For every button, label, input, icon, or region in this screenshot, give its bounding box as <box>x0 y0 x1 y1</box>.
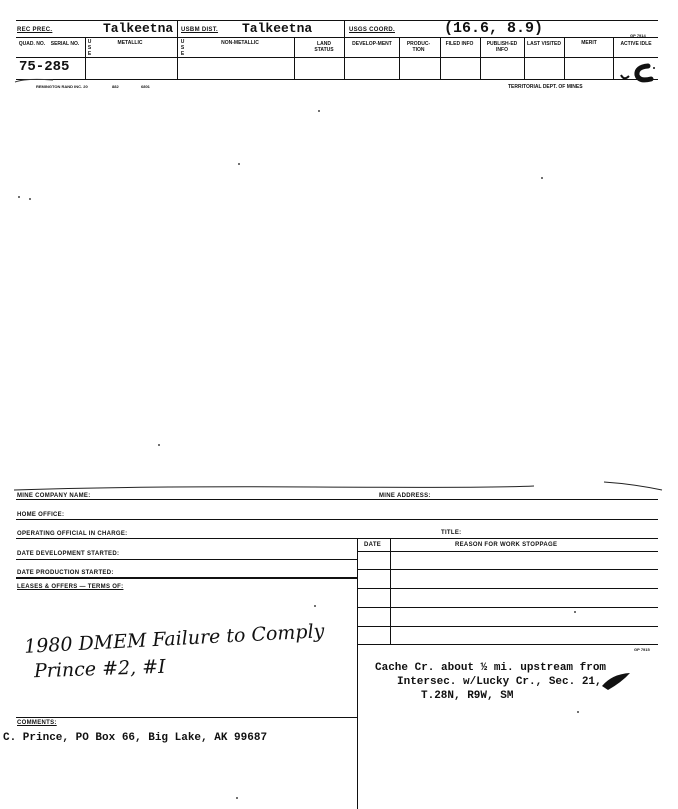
mine-company-name-label: MINE COMPANY NAME: <box>17 493 91 499</box>
divider <box>390 538 391 644</box>
header-merit: MERIT <box>581 40 597 46</box>
scan-speck <box>158 444 160 446</box>
ink-smudge <box>600 670 634 692</box>
rec-prec-label: REC PREC. <box>17 27 53 33</box>
department-name: TERRITORIAL DEPT. OF MINES <box>508 84 583 90</box>
bottom-card <box>0 470 678 809</box>
header-use-2: U S E <box>180 39 185 57</box>
divider <box>16 559 357 560</box>
printer-credit: REMINGTON RAND INC. 20 <box>36 84 88 89</box>
divider <box>358 588 658 589</box>
location-line-2: Intersec. w/Lucky Cr., Sec. 21, <box>397 676 602 688</box>
divider <box>16 499 658 500</box>
divider <box>85 37 86 79</box>
divider <box>358 644 658 645</box>
scan-speck <box>314 605 316 607</box>
divider <box>480 37 481 79</box>
usgs-coord-value: (16.6, 8.9) <box>444 20 544 37</box>
stoppage-reason-header: REASON FOR WORK STOPPAGE <box>455 542 558 548</box>
scan-speck <box>574 611 576 613</box>
comments-label: COMMENTS: <box>17 720 57 726</box>
divider <box>344 20 345 38</box>
divider <box>177 37 178 79</box>
header-active-idle: ACTIVE IDLE <box>620 41 652 47</box>
divider <box>344 37 345 79</box>
divider <box>564 37 565 79</box>
top-card <box>0 0 678 100</box>
divider <box>399 37 400 79</box>
header-last-visited: LAST VISITED <box>527 41 561 47</box>
date-development-started-label: DATE DEVELOPMENT STARTED: <box>17 551 120 557</box>
header-development: DEVELOP-MENT <box>352 41 392 47</box>
handwritten-note-line-2: Prince #2, #I <box>33 655 166 683</box>
divider <box>358 607 658 608</box>
header-production: PRODUC-TION <box>406 41 431 53</box>
divider <box>613 37 614 79</box>
scan-speck <box>577 711 579 713</box>
divider <box>16 577 357 579</box>
header-serial-no: SERIAL NO. <box>50 41 80 47</box>
divider <box>16 717 357 718</box>
header-metallic: METALLIC <box>117 40 143 46</box>
home-office-label: HOME OFFICE: <box>17 512 65 518</box>
leases-offers-label: LEASES & OFFERS — TERMS OF: <box>17 584 124 590</box>
scan-speck <box>318 110 320 112</box>
divider <box>16 79 658 80</box>
usbm-dist-value: Talkeetna <box>242 21 313 36</box>
scan-speck <box>29 198 31 200</box>
header-quad-no: QUAD. NO. <box>18 41 46 47</box>
divider <box>16 57 658 58</box>
rec-prec-value: Talkeetna <box>103 21 174 36</box>
mine-address-label: MINE ADDRESS: <box>379 493 431 499</box>
usgs-coord-label: USGS COORD. <box>349 27 395 33</box>
header-use-1: U S E <box>87 39 92 57</box>
pencil-stroke <box>14 76 54 84</box>
operating-official-label: OPERATING OFFICIAL IN CHARGE: <box>17 531 128 537</box>
scan-speck <box>238 163 240 165</box>
card-top-edge <box>14 478 664 492</box>
stoppage-date-header: DATE <box>364 542 382 548</box>
divider <box>358 569 658 570</box>
divider <box>524 37 525 79</box>
bottom-form-number: GP 7915 <box>634 647 650 652</box>
printer-code-1: 882 <box>112 84 119 89</box>
quad-serial-value: 75-285 <box>19 59 70 75</box>
header-published-info: PUBLISH-ED INFO <box>486 41 518 53</box>
header-filed-info: FILED INFO <box>445 41 474 47</box>
divider <box>294 37 295 79</box>
divider <box>16 538 658 539</box>
active-idle-mark-icon <box>618 63 658 83</box>
divider <box>357 538 358 648</box>
printer-code-2: 6801 <box>141 84 150 89</box>
divider <box>358 551 658 552</box>
divider <box>16 37 658 38</box>
location-line-1: Cache Cr. about ½ mi. upstream from <box>375 662 607 674</box>
title-label: TITLE: <box>441 530 462 536</box>
divider <box>177 20 178 38</box>
comments-value: C. Prince, PO Box 66, Big Lake, AK 99687 <box>3 732 268 744</box>
divider <box>357 648 358 809</box>
date-production-started-label: DATE PRODUCTION STARTED: <box>17 570 114 576</box>
location-line-3: T.28N, R9W, SM <box>421 690 514 702</box>
usbm-dist-label: USBM DIST. <box>181 27 219 33</box>
header-non-metallic: NON-METALLIC <box>221 40 259 46</box>
divider <box>358 626 658 627</box>
divider <box>440 37 441 79</box>
handwritten-note-line-1: 1980 DMEM Failure to Comply <box>23 620 325 658</box>
divider <box>16 519 658 520</box>
header-land-status: LAND STATUS <box>314 41 334 53</box>
top-form-number: GP 7914 <box>630 33 646 38</box>
scan-speck <box>541 177 543 179</box>
scan-speck <box>18 196 20 198</box>
